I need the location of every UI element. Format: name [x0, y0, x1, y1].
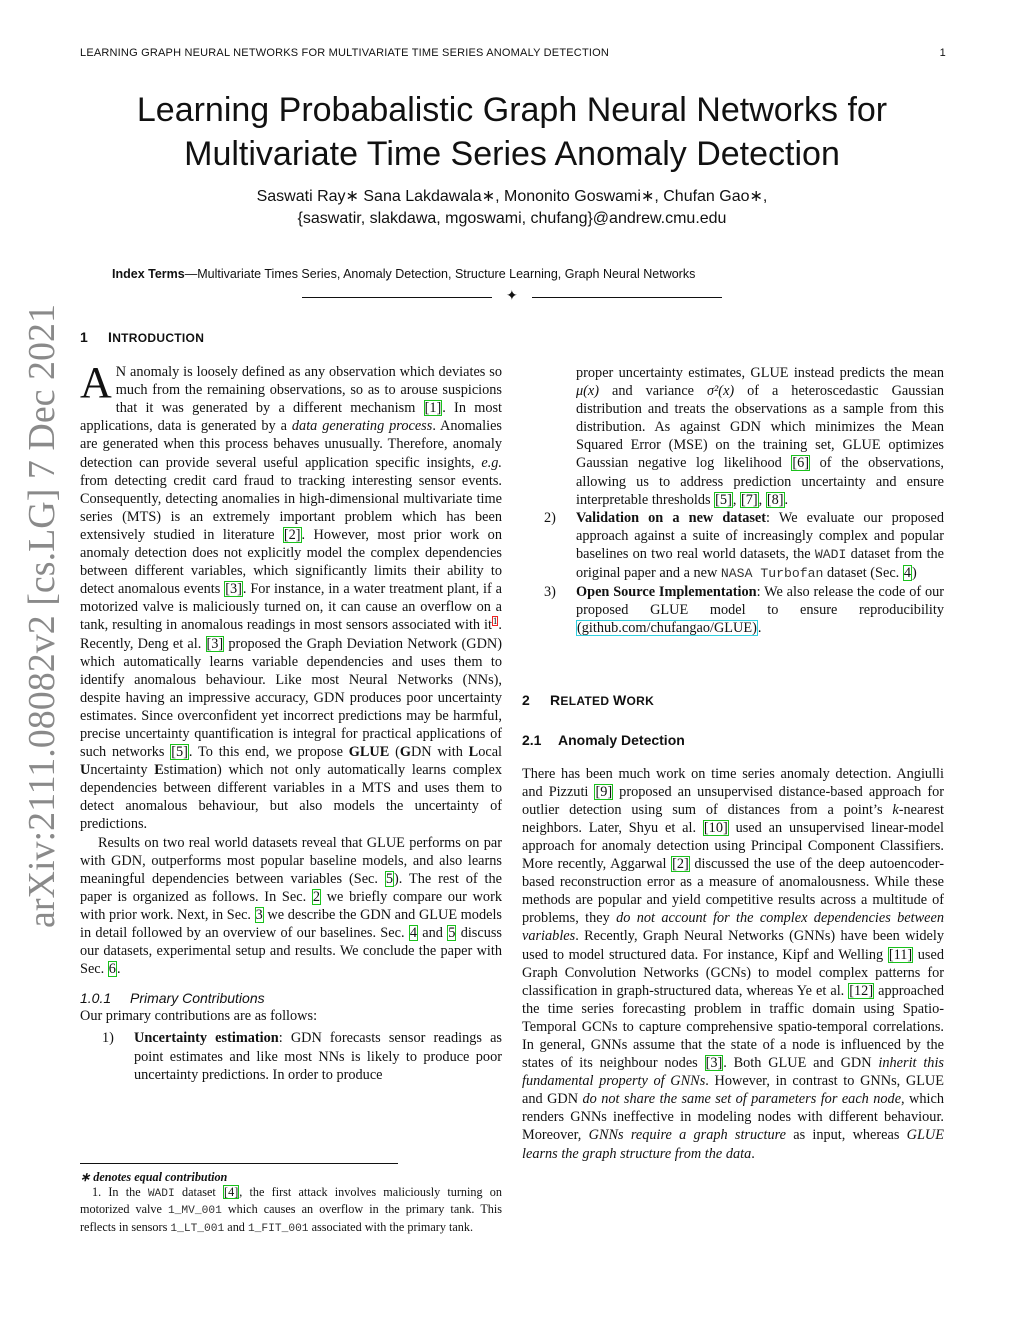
divider-line-left — [302, 297, 492, 298]
right-column-body — [522, 364, 944, 1163]
section-link[interactable]: 4 — [409, 925, 417, 941]
index-terms-label: Index Terms — [112, 267, 185, 281]
footnote-rule — [80, 1163, 398, 1164]
subsubsection-heading-primary-contributions: 1.0.1 Primary Contributions — [80, 990, 265, 1007]
citation-link[interactable]: [12] — [849, 982, 874, 999]
contribution-item-2: 2) Validation on a new dataset: We evaluate our proposed approach against a suite of increasingly complex and popular baselines on two real world datasets, the WADI dataset from the original paper and a new NASA Turbofan dataset (Sec. 4) — [544, 509, 944, 582]
github-link[interactable]: (github.com/chufangao/GLUE) — [577, 620, 757, 637]
citation-link[interactable]: [2] — [672, 856, 689, 873]
paper-title — [100, 88, 924, 176]
citation-link[interactable]: [6] — [792, 455, 810, 472]
paper-title-line-2: Multivariate Time Series Anomaly Detection — [184, 135, 840, 173]
glue-acronym: GLUE — [348, 744, 390, 761]
index-terms-text: —Multivariate Times Series, Anomaly Detection, Structure Learning, Graph Neural Networks — [184, 267, 696, 281]
section-link[interactable]: 4 — [903, 565, 911, 582]
contribution-item-3: 3) Open Source Implementation: We also release the code of our proposed GLUE model to ensure reproducibility (github.com/chufangao/GLUE). — [544, 584, 944, 637]
running-header — [80, 47, 946, 63]
intro-paragraph-1: A N anomaly is loosely defined as any observation which deviates so much from the remaining observations, so as to arouse suspicions that it was generated by a different mechanism [1]. In most applications, data is generated by a data generating process. Anomalies are generated when this process behaves unusually. Therefore, anomaly detection can provide several useful application specific insights, e.g. from detecting credit card fraud to tracking interesting sensor events. Consequently, detecting anomalies in high-dimensional multivariate time series (MTS) is an extremely important problem which has been extensively studied in literature [2]. However, most prior work on anomaly detection does not explicitly model the complex dependencies between different variables, which significantly limits their ability to detect anomalous events [3]. For instance, in a water treatment plant, if a motorized valve is maliciously turned on, it can cause an overflow on a tank, resulting in anomalous readings in most sensors associated with it$^1$. Recently, Deng et al. [3] proposed the Graph Deviation Network (GDN) which automatically learns variable dependencies and uses them to identify anomalous behaviour. Like most Neural Networks (NNs), despite having an impressive accuracy, GDN produces poor uncertainty estimates. Since overconfident yet incorrect predictions may be harmful, precise uncertainty quantification is integral for practical applications of such networks [5]. To this end, we propose GLUE (GDN with Local Uncertainty Estimation) which not only automatically learns complex dependencies between different variables in a MTS and uses them to detect anomalous behaviour, but also models the uncertainty of predictions. — [80, 358, 503, 833]
citation-link[interactable]: [8] — [766, 491, 784, 508]
intro-paragraph-2: Results on two real world datasets reveal that GLUE performs on par with GDN, outperforms most popular baseline models, and also learns meaningful dependencies between variables (Sec. 5). The rest of the paper is organized as follows. In Sec. 2 we briefly compare our work with prior work. Next, in Sec. 3 we describe the GDN and GLUE models in detail followed by an overview of our baselines. Sec. 4 and 5 discuss our datasets, experimental setup and results. We conclude the paper with Sec. 6. — [80, 834, 502, 978]
mean-symbol: μ(x) — [576, 383, 600, 400]
equal-contribution-note: ∗ denotes equal contribution — [80, 1170, 228, 1184]
section-heading-related-work: 2 RELATED WORK — [522, 692, 655, 709]
author-names: Saswati Ray∗ Sana Lakdawala∗, Mononito Goswami∗, Chufan Gao∗, — [256, 188, 768, 205]
section-divider — [300, 287, 724, 307]
citation-link[interactable]: [2] — [283, 526, 301, 543]
footnotes — [80, 1163, 502, 1237]
footnote-1: 1. In the WADI dataset [4], the first attack involves maliciously turning on motorized valve 1_MV_001 which causes an overflow in the primary tank. This reflects in sensors 1_LT_001 and 1_FIT_001 associated with the primary tank. — [80, 1185, 502, 1235]
contributions-lead: Our primary contributions are as follows: — [80, 1008, 318, 1025]
left-column — [80, 328, 502, 1084]
footnote-link[interactable]: 1 — [492, 615, 498, 626]
citation-link[interactable]: [5] — [715, 491, 732, 508]
citation-link[interactable]: [3] — [225, 581, 242, 598]
variance-symbol: σ²(x) — [706, 383, 735, 400]
contribution-item-1: 1) Uncertainty estimation: GDN forecasts sensor readings as point estimates and like most NNs is likely to produce poor uncertainty predictions. In order to produce — [102, 1030, 502, 1083]
section-link[interactable]: 6 — [108, 961, 116, 978]
citation-link[interactable]: [1] — [424, 400, 442, 417]
drop-cap: A — [80, 358, 112, 408]
running-header-title: LEARNING GRAPH NEURAL NETWORKS FOR MULTIVARIATE TIME SERIES ANOMALY DETECTION — [80, 47, 610, 59]
paper-title-line-1: Learning Probabalistic Graph Neural Networks for — [136, 91, 888, 129]
citation-link[interactable]: [3] — [206, 635, 224, 652]
dataset-name: WADI — [814, 546, 847, 562]
arxiv-stamp[interactable]: arXiv:2111.08082v2 [cs.LG] 7 Dec 2021 — [21, 303, 63, 928]
dataset-name: NASA Turbofan — [720, 566, 824, 582]
divider-line-right — [532, 297, 722, 298]
section-heading-introduction: 1 INTRODUCTION — [80, 329, 205, 345]
index-terms — [112, 265, 912, 283]
section-link[interactable]: 5 — [448, 925, 456, 941]
divider-diamond-icon: ✦ — [506, 289, 518, 304]
subsection-heading-anomaly-detection: 2.1 Anomaly Detection — [522, 731, 685, 748]
author-block — [150, 186, 874, 230]
page-number: 1 — [939, 47, 946, 59]
citation-link[interactable]: [3] — [705, 1055, 723, 1072]
section-number: 1 — [80, 329, 89, 345]
author-emails: {saswatir, slakdawa, mgoswami, chufang}@andrew.cmu.edu — [297, 210, 727, 227]
section-link[interactable]: 3 — [255, 906, 263, 923]
citation-link[interactable]: [5] — [171, 744, 188, 761]
citation-link[interactable]: [7] — [741, 491, 758, 508]
citation-link[interactable]: [11] — [888, 946, 913, 963]
section-link[interactable]: 5 — [385, 870, 394, 887]
citation-link[interactable]: [9] — [595, 783, 613, 800]
citation-link[interactable]: [4] — [224, 1185, 239, 1200]
anomaly-detection-paragraph: There has been much work on time series anomaly detection. Angiulli and Pizzuti [9] proposed an unsupervised distance-based approach for outlier detection using sum of distances from a point’s k-nearest neighbors. Later, Shyu et al. [10] used an unsupervised linear-model approach for anomaly detection using Principal Component Classifiers. More recently, Aggarwal [2] discussed the use of the deep autoencoder-based reconstruction error as a measure of anomalousness. While these methods are popular and yield competitive results across a multitude of problems, they do not account for the complex dependencies between variables. Recently, Graph Neural Networks (GNNs) have been widely used to model structured data. For instance, Kipf and Welling [11] used Graph Convolution Networks (GCNs) to model complex patterns for classification in graph-structured data, whereas Ye et al. [12] approached the time series forecasting problem in traffic domain using Spatio-Temporal GCNs to capture comprehensive spatio-temporal correlations. In general, GNNs assume that the state of a node is influenced by the states of its neighbour nodes [3]. Both GLUE and GDN inherit this fundamental property of GNNs. However, in contrast to GNNs, GLUE and GDN do not share the same set of parameters for each node, which renders GNNs ineffective in modeling nodes with different behaviour. Moreover, GNNs require a graph structure as input, whereas GLUE learns the graph structure from the data. — [522, 765, 945, 1162]
contribution-item-1-tail: proper uncertainty estimates, GLUE instead predicts the mean μ(x) and variance σ²(x) of a heteroscedastic Gaussian distribution and treats the observations as a sample from this distribution. As against GDN which minimizes the Mean Squared Error (MSE) on the training set, GLUE optimizes Gaussian negative log likelihood [6] of the observations, allowing us to address prediction uncertainty and ensure interpretable thresholds [5], [7], [8]. — [576, 365, 944, 508]
citation-link[interactable]: [10] — [703, 819, 728, 836]
section-link[interactable]: 2 — [312, 888, 321, 905]
